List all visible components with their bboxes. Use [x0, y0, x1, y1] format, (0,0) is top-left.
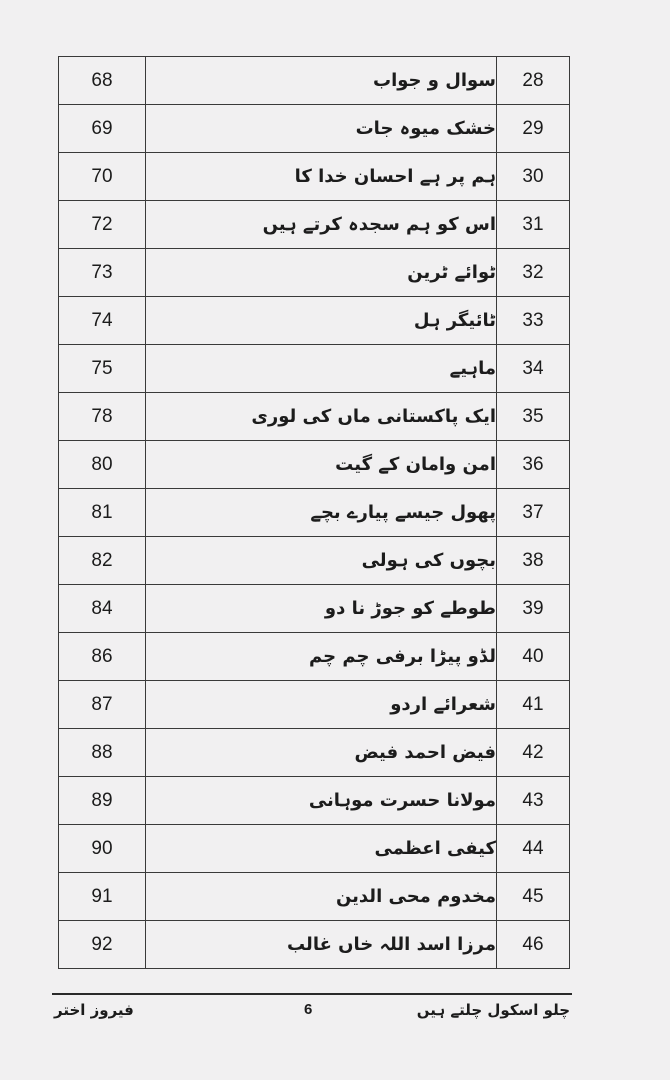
toc-row — [59, 105, 570, 153]
toc-page-number: 84 — [59, 585, 146, 633]
toc-page-number: 87 — [59, 681, 146, 729]
toc-page-number: 70 — [59, 153, 146, 201]
toc-row — [59, 345, 570, 393]
toc-entry-title: پھول جیسے پیارے بچے — [146, 489, 497, 537]
toc-entry-title: ایک پاکستانی ماں کی لوری — [146, 393, 497, 441]
toc-row — [59, 633, 570, 681]
toc-entry-number: 46 — [497, 921, 570, 969]
toc-row — [59, 729, 570, 777]
toc-entry-title: ٹائیگر ہل — [146, 297, 497, 345]
toc-entry-number: 41 — [497, 681, 570, 729]
footer-author: فیروز اختر — [54, 1001, 134, 1019]
toc-row — [59, 201, 570, 249]
toc-page-number: 73 — [59, 249, 146, 297]
toc-entry-title: لڈو پیڑا برفی چم چم — [146, 633, 497, 681]
toc-entry-title: سوال و جواب — [146, 57, 497, 105]
toc-entry-title: ٹوائے ٹرین — [146, 249, 497, 297]
toc-page-number: 75 — [59, 345, 146, 393]
toc-page-number: 86 — [59, 633, 146, 681]
toc-entry-number: 35 — [497, 393, 570, 441]
toc-entry-title: کیفی اعظمی — [146, 825, 497, 873]
toc-row — [59, 681, 570, 729]
footer-book-title: چلو اسکول چلتے ہیں — [416, 1001, 570, 1019]
toc-page-number: 90 — [59, 825, 146, 873]
toc-entry-number: 34 — [497, 345, 570, 393]
toc-row — [59, 825, 570, 873]
toc-entry-title: مولانا حسرت موہانی — [146, 777, 497, 825]
toc-row — [59, 921, 570, 969]
toc-entry-number: 45 — [497, 873, 570, 921]
toc-row — [59, 777, 570, 825]
toc-entry-title: مخدوم محی الدین — [146, 873, 497, 921]
toc-page-number: 81 — [59, 489, 146, 537]
toc-entry-title: امن وامان کے گیت — [146, 441, 497, 489]
toc-row — [59, 489, 570, 537]
toc-row — [59, 153, 570, 201]
toc-entry-number: 40 — [497, 633, 570, 681]
toc-page-number: 72 — [59, 201, 146, 249]
toc-page-number: 89 — [59, 777, 146, 825]
toc-entry-number: 42 — [497, 729, 570, 777]
toc-entry-title: بچوں کی ہولی — [146, 537, 497, 585]
toc-entry-number: 33 — [497, 297, 570, 345]
toc-entry-number: 30 — [497, 153, 570, 201]
toc-page-number: 69 — [59, 105, 146, 153]
toc-page-number: 82 — [59, 537, 146, 585]
toc-row — [59, 537, 570, 585]
page-footer — [52, 993, 572, 1025]
toc-page-number: 68 — [59, 57, 146, 105]
toc-entry-number: 44 — [497, 825, 570, 873]
toc-row — [59, 297, 570, 345]
toc-entry-title: خشک میوہ جات — [146, 105, 497, 153]
toc-entry-title: ماہیے — [146, 345, 497, 393]
toc-entry-number: 38 — [497, 537, 570, 585]
toc-entry-title: اس کو ہم سجدہ کرتے ہیں — [146, 201, 497, 249]
toc-entry-title: طوطے کو جوڑ نا دو — [146, 585, 497, 633]
toc-entry-number: 28 — [497, 57, 570, 105]
toc-entry-title: شعرائے اردو — [146, 681, 497, 729]
toc-page-number: 74 — [59, 297, 146, 345]
toc-row — [59, 441, 570, 489]
toc-entry-number: 43 — [497, 777, 570, 825]
toc-body — [59, 57, 570, 969]
toc-entry-number: 37 — [497, 489, 570, 537]
footer-page-number: 6 — [304, 1001, 313, 1018]
toc-page-number: 92 — [59, 921, 146, 969]
toc-entry-number: 31 — [497, 201, 570, 249]
toc-entry-title: فیض احمد فیض — [146, 729, 497, 777]
toc-row — [59, 393, 570, 441]
toc-page-number: 80 — [59, 441, 146, 489]
toc-row — [59, 585, 570, 633]
table-of-contents — [58, 56, 570, 969]
toc-entry-title: مرزا اسد اللہ خاں غالب — [146, 921, 497, 969]
toc-row — [59, 873, 570, 921]
toc-entry-number: 32 — [497, 249, 570, 297]
toc-page-number: 88 — [59, 729, 146, 777]
toc-page-number: 78 — [59, 393, 146, 441]
toc-entry-number: 39 — [497, 585, 570, 633]
toc-row — [59, 57, 570, 105]
toc-entry-number: 29 — [497, 105, 570, 153]
toc-entry-title: ہم پر ہے احسان خدا کا — [146, 153, 497, 201]
toc-entry-number: 36 — [497, 441, 570, 489]
toc-page-number: 91 — [59, 873, 146, 921]
toc-row — [59, 249, 570, 297]
